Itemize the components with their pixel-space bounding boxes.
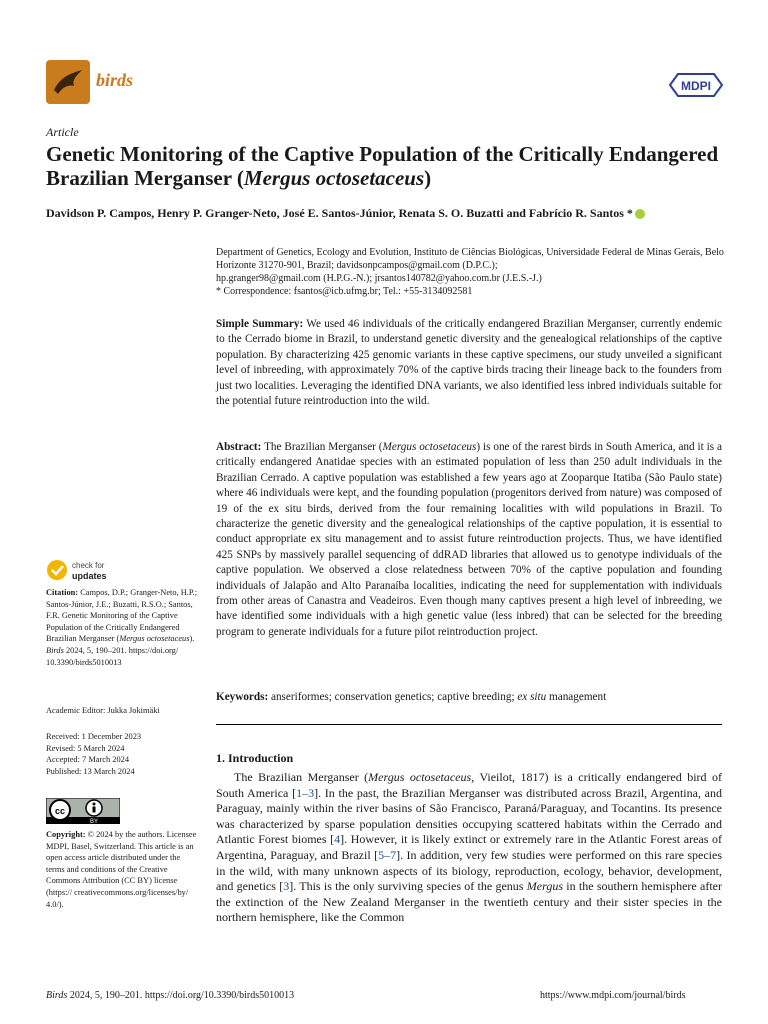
accepted-date: Accepted: 7 March 2024 [46,755,130,765]
svg-text:check for: check for [72,561,105,570]
svg-text:cc: cc [54,806,66,816]
publisher-name: MDPI [681,79,711,93]
affiliation-line: Department of Genetics, Ecology and Evolution, Instituto de Ciências Biológicas, Universidade Federal de Minas Gerais, Belo Horizonte 31270-901, Brazil; davidsonpcampos@gmail.com (D.P.C.); [216,247,724,271]
journal-name: birds [96,70,134,90]
footer-citation: Birds 2024, 5, 190–201. https://doi.org/10.3390/birds5010013 [46,990,295,1001]
orcid-icon[interactable] [635,209,645,219]
publication-dates [46,731,141,777]
reference-link[interactable]: 3 [283,879,290,894]
journal-logo-icon [46,60,90,104]
correspondence-line: * Correspondence: fsantos@icb.ufmg.br; Tel.: +55-3134092581 [216,286,473,297]
received-date: Received: 1 December 2023 [46,732,142,741]
published-date: Published: 13 March 2024 [46,766,135,776]
section-heading: 1. Introduction [216,751,294,765]
keywords: Keywords: anseriformes; conservation genetics; captive breeding; ex situ management [216,691,607,703]
affiliation-line: hp.granger98@gmail.com (H.P.G.-N.); jrsantos140782@yahoo.com.br (J.E.S.-J.) [216,273,542,284]
check-for-updates-icon[interactable] [46,558,156,582]
reference-link[interactable]: 1–3 [296,785,315,800]
abstract: Abstract: The Brazilian Merganser (Mergus octosetaceus) is one of the rarest birds in South America, and it is a critically endangered Anatidae species with an estimated population of less than 250 adult individuals in the Brazilian Cerrado. A captive population was established a few years ago at Zooparque Itatiba (São Paulo state) where 46 individuals were kept, and the founding population (progenitors derived from nature) was composed of 19 of the ex situ birds, derived from the four remaining localities with wild populations in Brazil. To characterize the genetic diversity and the genealogical relationships of the captive population, it is essential to conduct appropriate ex situ management and to assist future reintroduction projects. Thus, we have identified 425 SNPs by massively parallel sequencing of ddRAD libraries that allowed us to genotype individuals of the captive population. We observed a close relatedness between 70% of the captive population and founding individuals of Jalapão and Alto Paranaíba localities, indicating the need for supplementation with individuals from other areas of Canastra and Veadeiros. Even though many captives present a high level of inbreeding, we have identified some individuals with a high genetic value (less inbred) that can be selected for the breeding program to generate individuals for a future pilot reintroduction project. [216,441,722,638]
article-type: Article [46,125,79,139]
svg-text:BY: BY [89,819,99,824]
academic-editor: Academic Editor: Jukka Jokimäki [46,706,160,715]
svg-text:updates: updates [72,571,107,581]
reference-link[interactable]: 5–7 [378,847,397,862]
mdpi-logo-icon[interactable] [668,70,724,100]
copyright-notice: Copyright: © 2024 by the authors. Licensee MDPI, Basel, Switzerland. This article is an open access article distributed under the terms and conditions of the Creative Commons Attribution (CC BY) license (https:// creativecommons.org/licenses/by/ 4.0/). [46,830,197,909]
citation-block: Citation: Campos, D.P.; Granger-Neto, H.P.; Santos-Júnior, J.E.; Buzatti, R.S.O.; Santos, F.R. Genetic Monitoring of the Captive Population of the Critically Endangered Brazilian Merganser (Mergus octosetaceus). Birds 2024, 5, 190–201. https://doi.org/ 10.3390/birds5010013 [46,588,198,667]
section-divider [216,724,722,725]
reference-link[interactable]: 4 [334,832,341,847]
simple-summary: Simple Summary: We used 46 individuals of the critically endangered Brazilian Merganser, currently endemic to the Cerrado biome in Brazil, to understand genetic diversity and the genealogical relationships of the captive population. By characterizing 425 genomic variants in these captive specimens, our study unveiled a significant level of inbreeding, with approximately 70% of the captive birds tracing their lineage back to the founders from just two localities. Leveraging the identified DNA variants, we also identified less inbred individuals suitable for the potential future reintroduction into the wild. [216,318,723,408]
affiliations [216,246,726,298]
introduction-text: The Brazilian Merganser (Mergus octosetaceus, Vieilot, 1817) is a critically endangered bird of South America [1–3]. In the past, the Brazilian Merganser was distributed across Brazil, Argentina, and Paraguay, mainly within the river basins of São Francisco, Paraná/Paraguay, and Tocantins. Its presence was characterized by sparse population densities occupying scattered habitats within the Cerrado and Atlantic Forest biomes [4]. However, it is likely extinct or extremely rare in the Atlantic Forest areas of Argentina, Paraguay, and Brazil [5–7]. In addition, very few studies were performed on this rare species in the wild, with many unknown aspects of its biology, reproduction, ecology, behavior, development, and genetics [3]. This is the only surviving species of the genus Mergus in the southern hemisphere after the extinction of the New Zealand Merganser in the twentieth century and their sister species in the northern hemisphere, like the Common [216,770,723,925]
cc-by-license-icon[interactable] [46,798,120,824]
revised-date: Revised: 5 March 2024 [46,743,125,753]
article-title: Genetic Monitoring of the Captive Population of the Critically Endangered Brazilian Merganser (Mergus octosetaceus) [46,142,719,190]
author-list: Davidson P. Campos, Henry P. Granger-Neto, José E. Santos-Júnior, Renata S. O. Buzatti and Fabrício R. Santos * [46,206,726,221]
footer-journal-url[interactable]: https://www.mdpi.com/journal/birds [540,990,686,1001]
